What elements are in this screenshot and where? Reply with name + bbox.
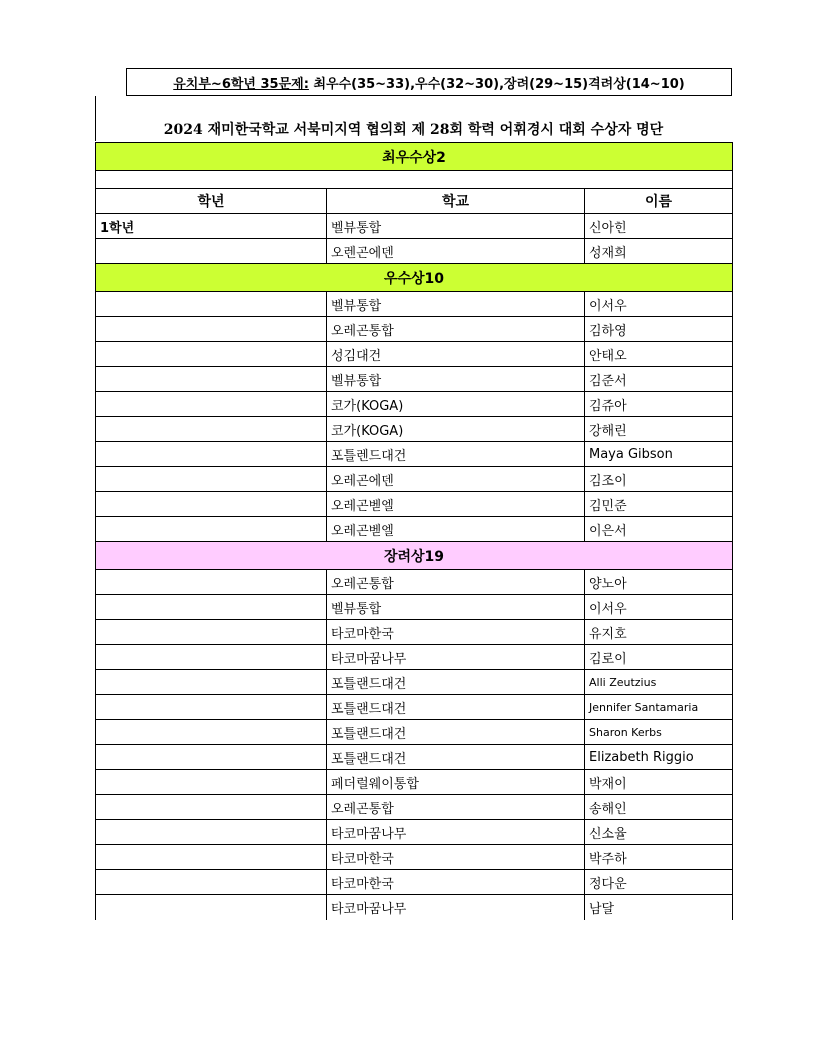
table-row: [96, 695, 733, 720]
section-header-excellence-award: [96, 264, 733, 292]
school-cell: 오레곤벧엘: [327, 517, 585, 542]
table-row: [96, 845, 733, 870]
table-row: [96, 392, 733, 417]
table-row: [96, 214, 733, 239]
column-header-name: 이름: [585, 189, 733, 214]
grade-cell: [96, 795, 327, 820]
name-cell: 신아힌: [585, 214, 733, 239]
school-cell: 타코마꿈나무: [327, 895, 585, 920]
name-cell: 남달: [585, 895, 733, 920]
school-cell: 오레곤통합: [327, 570, 585, 595]
column-header-school: 학교: [327, 189, 585, 214]
grade-cell: [96, 870, 327, 895]
name-cell: 김준서: [585, 367, 733, 392]
table-row: [96, 745, 733, 770]
grade-cell: [96, 595, 327, 620]
table-row: [96, 367, 733, 392]
school-cell: 오레곤통합: [327, 317, 585, 342]
table-row: [96, 670, 733, 695]
name-cell: 정다운: [585, 870, 733, 895]
name-cell: 김쥬아: [585, 392, 733, 417]
name-cell: Jennifer Santamaria: [585, 695, 733, 720]
grade-cell: [96, 392, 327, 417]
school-cell: 코가(KOGA): [327, 417, 585, 442]
grade-cell: [96, 342, 327, 367]
grade-cell: [96, 670, 327, 695]
table-row: [96, 342, 733, 367]
grade-cell: [96, 467, 327, 492]
name-cell: 김로이: [585, 645, 733, 670]
table-row: [96, 292, 733, 317]
table-row: [96, 895, 733, 920]
table-row: [96, 770, 733, 795]
name-cell: Elizabeth Riggio: [585, 745, 733, 770]
name-cell: 이은서: [585, 517, 733, 542]
name-cell: 박재이: [585, 770, 733, 795]
name-cell: 김민준: [585, 492, 733, 517]
page-title: 2024 재미한국학교 서북미지역 협의회 제 28회 학력 어휘경시 대회 수상자 명단: [163, 122, 664, 138]
section-label: 최우수상2: [96, 143, 733, 171]
name-cell: Alli Zeutzius: [585, 670, 733, 695]
grade-cell: [96, 620, 327, 645]
school-cell: 포틀랜드대건: [327, 745, 585, 770]
table-row: [96, 620, 733, 645]
table-row: [96, 795, 733, 820]
name-cell: Sharon Kerbs: [585, 720, 733, 745]
criteria-ranges: 최우수(35~33),우수(32~30),장려(29~15)격려상(14~10): [308, 76, 685, 92]
school-cell: 오레곤벧엘: [327, 492, 585, 517]
school-cell: 타코마꿈나무: [327, 820, 585, 845]
grade-cell: [96, 570, 327, 595]
table-row: [96, 317, 733, 342]
school-cell: 오레곤에덴: [327, 467, 585, 492]
grade-cell: 1학년: [96, 214, 327, 239]
grade-cell: [96, 317, 327, 342]
section-label: 우수상10: [96, 264, 733, 292]
grade-cell: [96, 517, 327, 542]
table-row: [96, 820, 733, 845]
name-cell: 송해인: [585, 795, 733, 820]
school-cell: 타코마한국: [327, 620, 585, 645]
school-cell: 포틀랜드대건: [327, 720, 585, 745]
school-cell: 타코마꿈나무: [327, 645, 585, 670]
table-row: [96, 595, 733, 620]
table-row: [96, 239, 733, 264]
grade-cell: [96, 845, 327, 870]
school-cell: 코가(KOGA): [327, 392, 585, 417]
school-cell: 벨뷰통합: [327, 595, 585, 620]
table-row: [96, 870, 733, 895]
school-cell: 타코마한국: [327, 870, 585, 895]
table-row: [96, 492, 733, 517]
grade-cell: [96, 417, 327, 442]
awards-table: [95, 142, 733, 920]
grade-cell: [96, 292, 327, 317]
school-cell: 오레곤통합: [327, 795, 585, 820]
grade-cell: [96, 820, 327, 845]
name-cell: 양노아: [585, 570, 733, 595]
section-header-top-award: [96, 143, 733, 171]
school-cell: 오렌곤에덴: [327, 239, 585, 264]
column-header-row: [96, 189, 733, 214]
grade-cell: [96, 645, 327, 670]
table-row: [96, 417, 733, 442]
grade-cell: [96, 695, 327, 720]
section-header-encouragement-award: [96, 542, 733, 570]
column-header-grade: 학년: [96, 189, 327, 214]
name-cell: 성재희: [585, 239, 733, 264]
name-cell: Maya Gibson: [585, 442, 733, 467]
table-row: [96, 467, 733, 492]
name-cell: 김하영: [585, 317, 733, 342]
table-row: [96, 720, 733, 745]
name-cell: 김조이: [585, 467, 733, 492]
grade-cell: [96, 895, 327, 920]
grade-cell: [96, 720, 327, 745]
name-cell: 안태오: [585, 342, 733, 367]
name-cell: 강해린: [585, 417, 733, 442]
criteria-heading: 유치부~6학년 35문제:: [173, 76, 309, 92]
name-cell: 이서우: [585, 292, 733, 317]
table-row: [96, 645, 733, 670]
name-cell: 박주하: [585, 845, 733, 870]
section-label: 장려상19: [96, 542, 733, 570]
school-cell: 포틀랜드대건: [327, 695, 585, 720]
school-cell: 타코마한국: [327, 845, 585, 870]
school-cell: 벨뷰통합: [327, 367, 585, 392]
school-cell: 포틀랜드대건: [327, 670, 585, 695]
name-cell: 유지호: [585, 620, 733, 645]
name-cell: 이서우: [585, 595, 733, 620]
school-cell: 벨뷰통합: [327, 292, 585, 317]
blank-row: [96, 171, 733, 189]
grade-cell: [96, 367, 327, 392]
table-row: [96, 442, 733, 467]
school-cell: 페더럴웨이통합: [327, 770, 585, 795]
grade-cell: [96, 442, 327, 467]
table-row: [96, 570, 733, 595]
grade-cell: [96, 770, 327, 795]
grade-cell: [96, 492, 327, 517]
score-criteria-box: [126, 68, 732, 96]
school-cell: 벨뷰통합: [327, 214, 585, 239]
school-cell: 포틀렌드대건: [327, 442, 585, 467]
name-cell: 신소율: [585, 820, 733, 845]
grade-cell: [96, 239, 327, 264]
grade-cell: [96, 745, 327, 770]
school-cell: 성김대건: [327, 342, 585, 367]
table-row: [96, 517, 733, 542]
